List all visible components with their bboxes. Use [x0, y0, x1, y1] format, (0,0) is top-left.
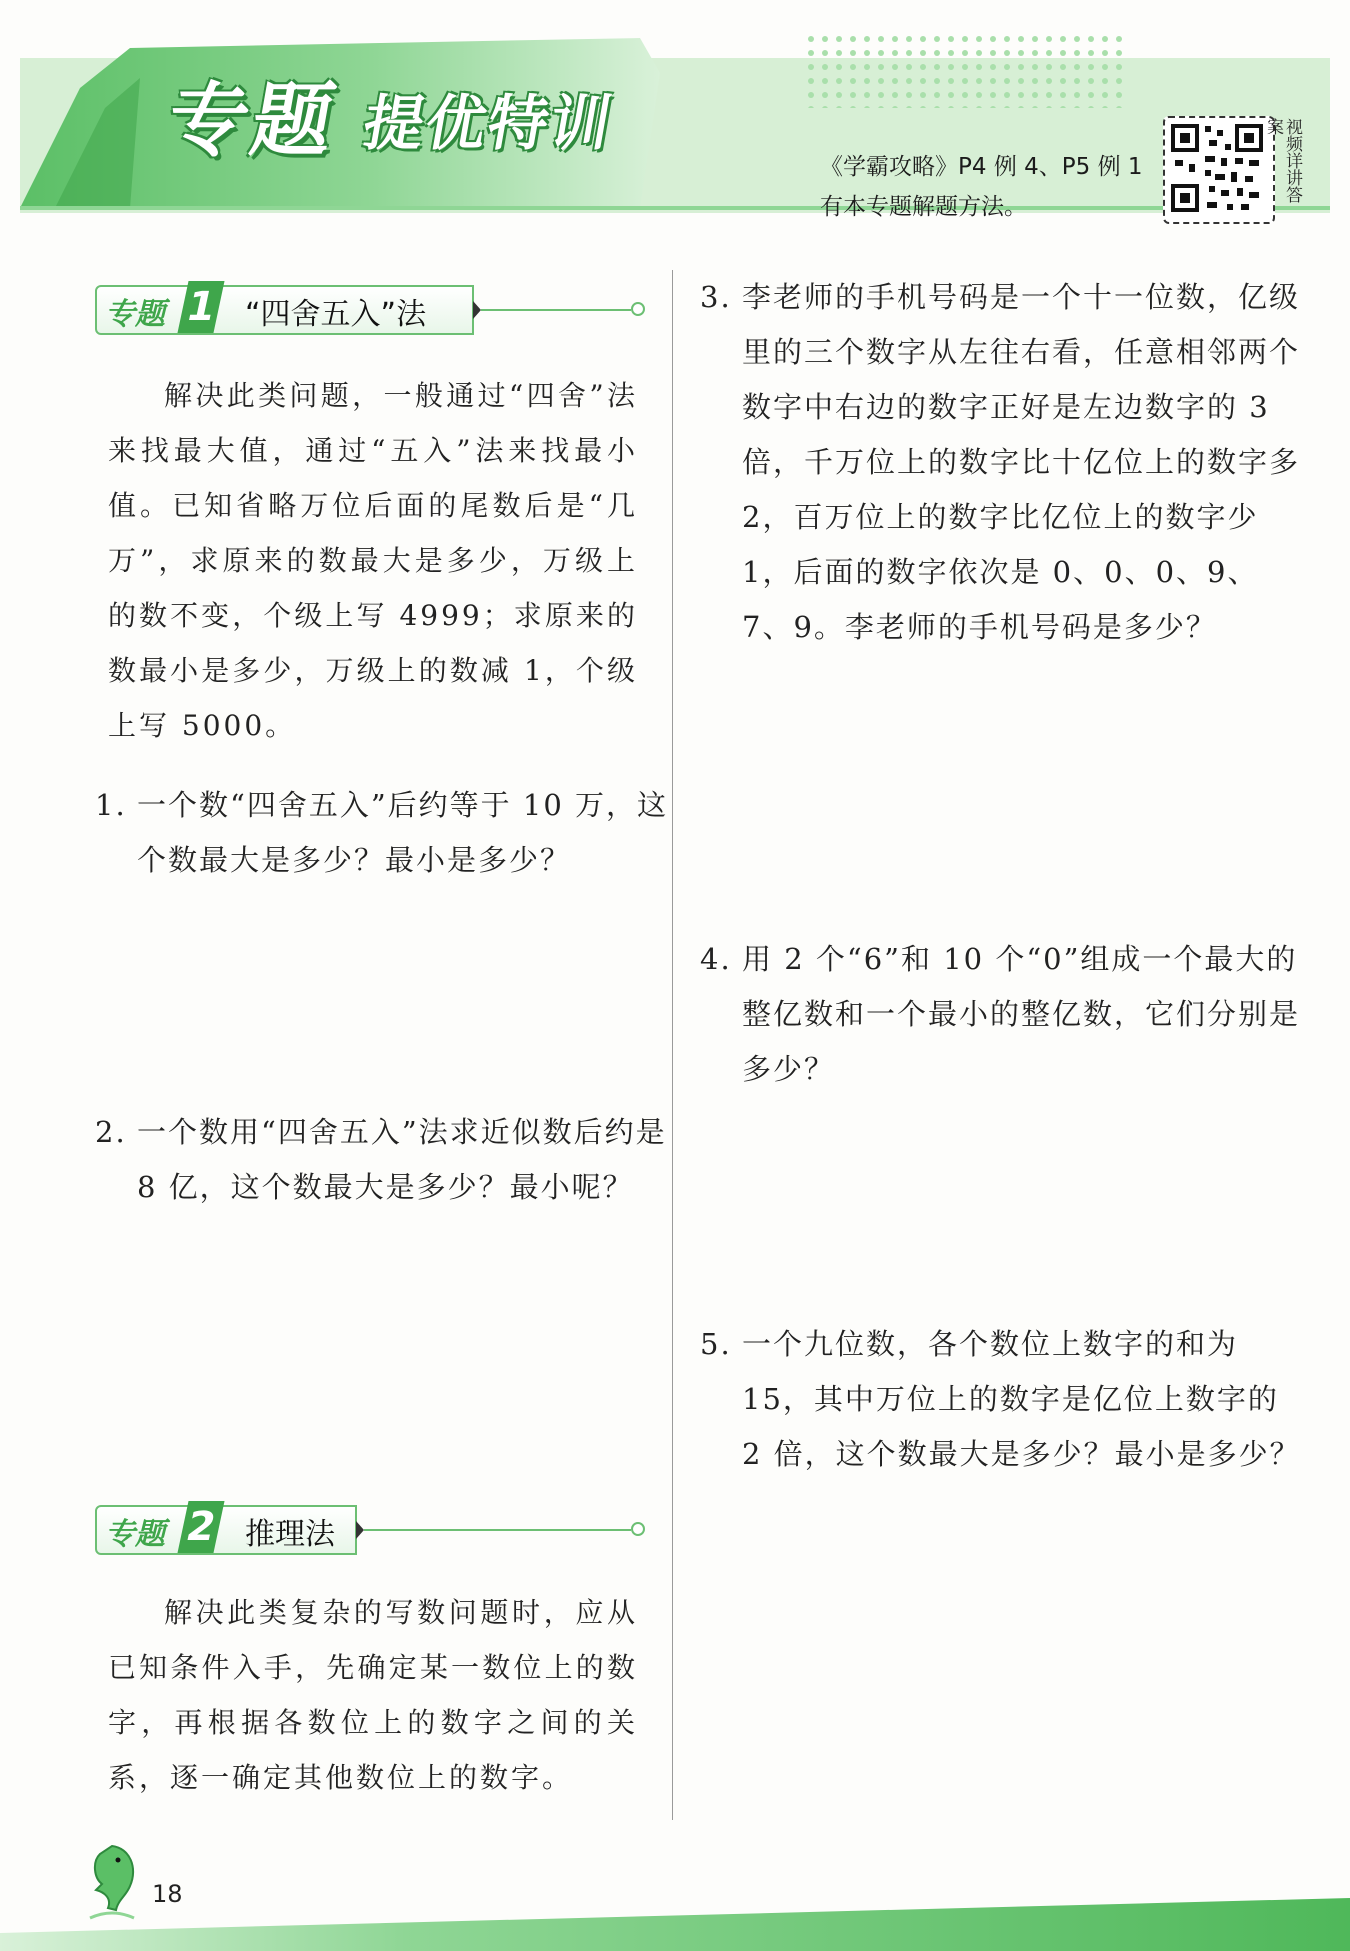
- question-number: 2.: [95, 1115, 127, 1149]
- question-text: 一个九位数，各个数位上数字的和为 15，其中万位上的数字是亿位上数字的 2 倍，这个数最大是多少？最小是多少？: [742, 1327, 1301, 1471]
- qr-code-icon: [1165, 118, 1269, 218]
- question-text: 用 2 个“6”和 10 个“0”组成一个最大的整亿数和一个最小的整亿数，它们分别是多少？: [742, 942, 1301, 1086]
- section-name: “四舍五入”法: [245, 297, 427, 332]
- page-number: 18: [152, 1880, 183, 1908]
- column-divider: [672, 270, 673, 1820]
- section-rule: [481, 309, 631, 311]
- question-1: [95, 778, 692, 888]
- header-banner: [20, 18, 1330, 220]
- section-tag: 专题: [105, 1517, 165, 1552]
- footer-band: [0, 1893, 1350, 1951]
- section-2-intro: 解决此类复杂的写数问题时，应从已知条件入手，先确定某一数位上的数字，再根据各数位上的数字之间的关系，逐一确定其他数位上的数字。: [108, 1596, 638, 1794]
- question-text: 一个数用“四舍五入”法求近似数后约是 8 亿，这个数最大是多少？最小呢？: [137, 1115, 667, 1204]
- page-subtitle: 提优特训: [357, 89, 619, 159]
- arrow-icon: [356, 1521, 364, 1539]
- question-number: 5.: [700, 1327, 732, 1361]
- reference-line: [820, 148, 1143, 181]
- question-2: [95, 1105, 692, 1215]
- question-text: 李老师的手机号码是一个十一位数，亿级里的三个数字从左往右看，任意相邻两个数字中右边的数字正好是左边数字的 3 倍，千万位上的数字比十亿位上的数字多 2，百万位上的数字比亿位上的数字少 1，后面的数字依次是 0、0、0、9、7、9。李老师的手机号码是多少？: [742, 280, 1301, 644]
- circle-icon: [631, 302, 645, 316]
- question-number: 3.: [700, 280, 732, 314]
- dolphin-icon: [82, 1838, 142, 1923]
- section-number: 2: [177, 1501, 224, 1553]
- question-text: 一个数“四舍五入”后约等于 10 万，这个数最大是多少？最小是多少？: [137, 788, 668, 877]
- question-4: [700, 932, 1302, 1097]
- reference-pages: P4 例 4、P5 例 1: [958, 154, 1143, 180]
- question-3: [700, 270, 1302, 655]
- arrow-icon: [473, 301, 481, 319]
- circle-icon: [631, 1522, 645, 1536]
- section-number: 1: [177, 281, 224, 333]
- reference-note: 有本专题解题方法。: [820, 194, 1027, 220]
- question-number: 1.: [95, 788, 127, 822]
- question-number: 4.: [700, 942, 732, 976]
- section-1-header: [95, 285, 655, 335]
- reference-book: 《学霸攻略》: [820, 154, 958, 180]
- question-5: [700, 1317, 1302, 1482]
- section-rule: [364, 1529, 631, 1531]
- section-2-header: [95, 1505, 655, 1555]
- section-tag: 专题: [105, 297, 165, 332]
- section-name: 推理法: [245, 1517, 335, 1552]
- page-title: 专题: [160, 74, 345, 167]
- qr-code[interactable]: [1163, 116, 1275, 224]
- qr-caption: 视频详讲答案: [1263, 118, 1302, 203]
- section-1-intro: 解决此类问题，一般通过“四舍”法来找最大值，通过“五入”法来找最小值。已知省略万位后面的尾数后是“几万”，求原来的数最大是多少，万级上的数不变，个级上写 4999；求原来的数最小是多少，万级上的数减 1，个级上写 5000。: [108, 379, 638, 742]
